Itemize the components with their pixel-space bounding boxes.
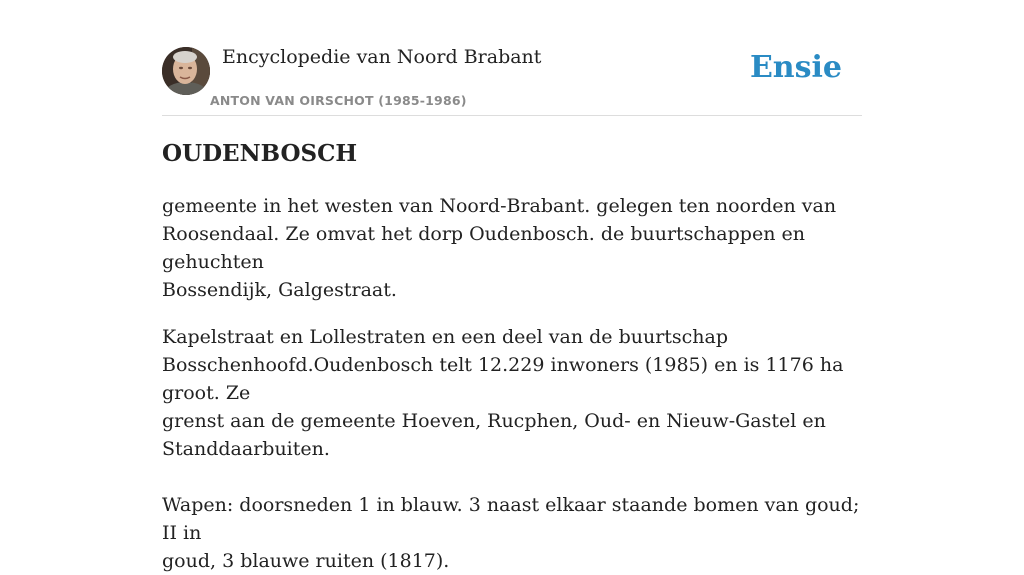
portrait-image	[162, 47, 210, 95]
article-paragraph: Kapelstraat en Lollestraten en een deel van de buurtschap Bosschenhoofd.Oudenbosch telt 12.229 inwoners (1985) en is 1176 ha groot. Ze grenst aan de gemeente Hoeven, Rucphen, Oud- en Nieuw-Gastel en Standdaarbuiten. Wapen: doorsneden 1 in blauw. 3 naast elkaar staande bomen van goud; II in goud, 3 blauwe ruiten (1817).	[162, 326, 860, 572]
header-divider	[162, 115, 862, 116]
author-name[interactable]: ANTON VAN OIRSCHOT (1985-1986)	[210, 93, 467, 108]
article-title: OUDENBOSCH	[162, 140, 358, 167]
author-avatar[interactable]	[162, 47, 210, 95]
brand-logo[interactable]: Ensie	[749, 50, 842, 85]
site-title[interactable]: Encyclopedie van Noord Brabant	[222, 46, 542, 68]
header	[162, 40, 862, 116]
article-content	[162, 138, 862, 575]
article-paragraph: gemeente in het westen van Noord-Brabant. gelegen ten noorden van Roosendaal. Ze omvat het dorp Oudenbosch. de buurtschappen en gehuchten Bossendijk, Galgestraat.	[162, 195, 837, 301]
